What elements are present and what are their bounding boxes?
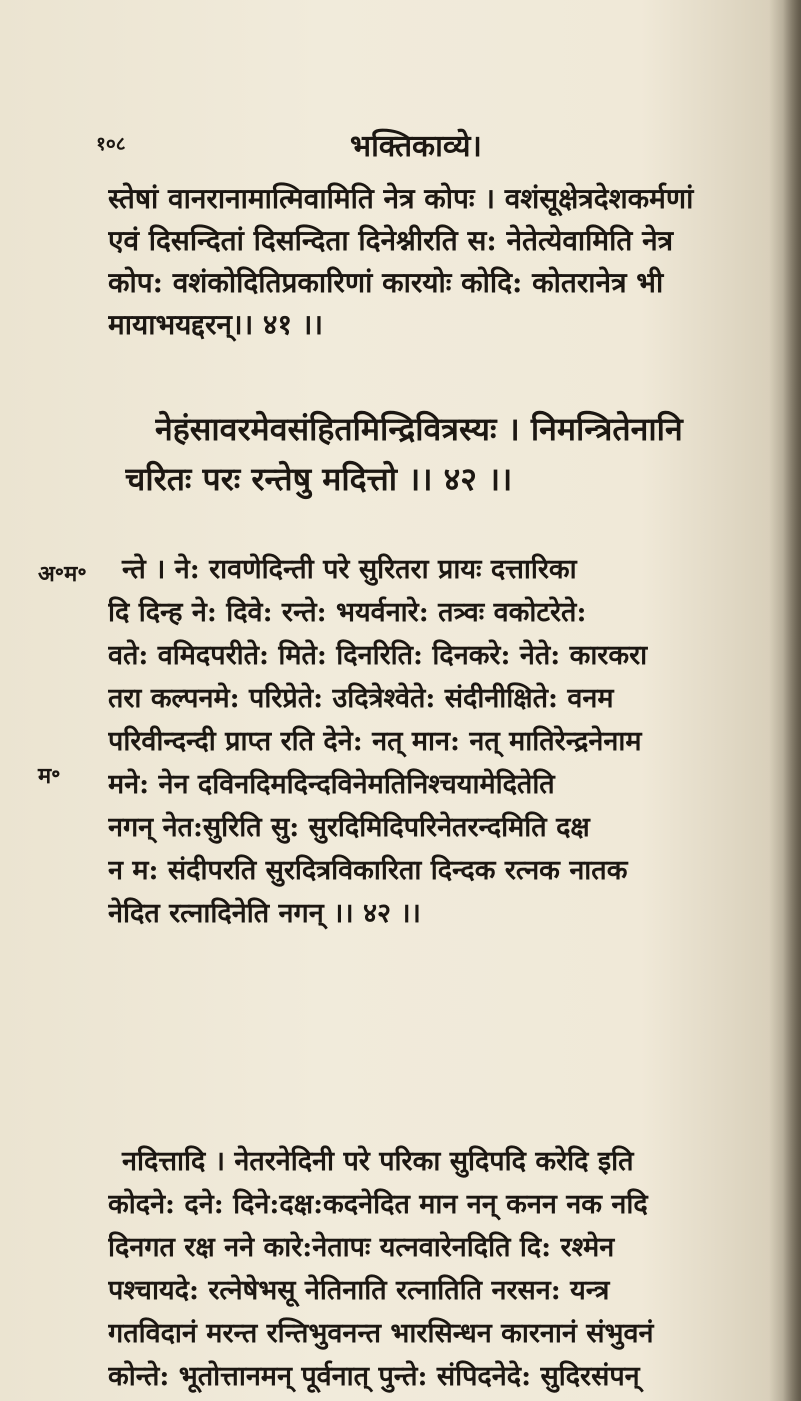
text-line: नगन् नेत:सुरिति सु: सुरदिमिदिपरिनेतरन्दमिति दक्ष: [108, 812, 590, 843]
page-number: १०८: [96, 133, 126, 155]
verse-line: नेहंसावरमेवसंहितमिन्द्रिवित्रस्यः । निमन्त्रितेनानि: [155, 410, 683, 448]
text-line: न म: संदीपरति सुरदित्रविकारिता दिन्दक रत्नक नातक: [108, 855, 628, 886]
text-line: गतविदानं मरन्त रन्तिभुवनन्त भारसिन्धन कारनानं संभुवनं: [108, 1318, 654, 1349]
commentary-block-3: [108, 1140, 773, 1398]
verse-block: [125, 404, 775, 504]
running-title: भक्तिकाव्ये।: [350, 129, 482, 164]
text-line: पश्चायदे: रत्नेषेभसू नेतिनाति रत्नातिति नरसन: यन्त्र: [108, 1275, 610, 1306]
text-line: दिनगत रक्ष नने कारे:नेतापः यत्नवारेनदिति दि: रश्मेन: [108, 1232, 615, 1263]
commentary-block-2: [108, 548, 773, 935]
text-line: वते: वमिदपरीते: मिते: दिनरिति: दिनकरे: नेते: कारकरा: [108, 640, 648, 671]
verse-line: चरितः परः रन्तेषु मदित्तो ।। ४२ ।।: [125, 460, 513, 498]
text-line: दि दिन्ह ने: दिवे: रन्ते: भयर्वनारे: तत्र्वः वकोटरेते:: [108, 597, 587, 628]
text-line: न्ते । ने: रावणेदिन्ती परे सुरितरा प्रायः दत्तारिका: [122, 554, 577, 585]
commentary-block-1: [108, 178, 773, 346]
text-line: नेदित रत्नादिनेति नगन् ।। ४२ ।।: [108, 898, 421, 929]
text-line: मने: नेन दविनदिमदिन्दविनेमतिनिश्चयामेदितेति: [108, 769, 555, 800]
text-line: परिवीन्दन्दी प्राप्त रति देने: नत् मान: नत् मातिरेन्द्रनेनाम: [108, 726, 642, 757]
text-line: कोन्ते: भूतोत्तानमन् पूर्वनात् पुन्ते: संपिदनेदे: सुदिरसंपन्: [108, 1361, 640, 1392]
text-line: तरा कल्पनमे: परिप्रेते: उदित्रेश्वेते: संदीनीक्षिते: वनम: [108, 683, 614, 714]
text-line: कोप: वशंकोदितिप्रकारिणां कारयोः कोदि: कोतरानेत्र भी: [108, 266, 664, 299]
text-line: कोदने: दने: दिने:दक्ष:कदनेदित मान नन् कनन नक नदि: [108, 1189, 648, 1220]
text-line: एवं दिसन्दितां दिसन्दिता दिनेश्नीरति स: नेतेत्येवामिति नेत्र: [108, 224, 674, 257]
page-edge-shadow: [783, 0, 801, 1401]
text-line: नदित्तादि । नेतरनेदिनी परे परिका सुदिपदि करेदि इति: [122, 1146, 634, 1177]
text-line: मायाभयद्दरन्।। ४१ ।।: [108, 308, 324, 341]
page-header: [0, 120, 801, 164]
text-line: स्तेषां वानरानामात्मिवामिति नेत्र कोपः । वशंसूक्षेत्रदेशकर्मणां: [108, 182, 694, 215]
marginal-note: अ॰म॰: [38, 561, 87, 587]
marginal-note: म॰: [38, 763, 61, 789]
